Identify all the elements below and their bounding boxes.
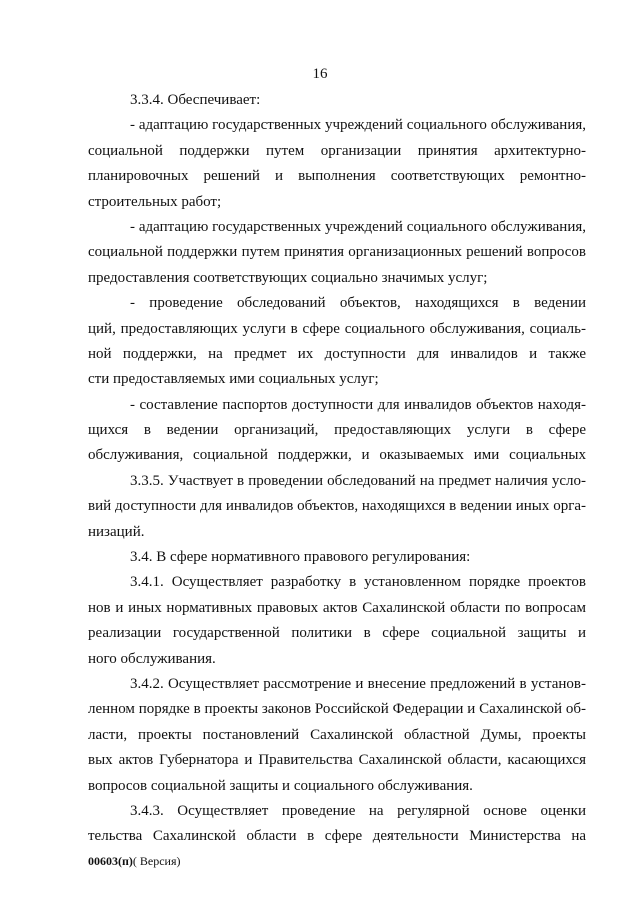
text-line: ленном порядке в проекты законов Российской Федерации и Сахалинской об- bbox=[88, 701, 586, 718]
text-line: щихся в ведении организаций, предоставляющих услуги в сфере bbox=[88, 422, 586, 439]
text-line: ласти, проекты постановлений Сахалинской областной Думы, проекты bbox=[88, 726, 586, 743]
text-line: нов и иных нормативных правовых актов Сахалинской области по вопросам bbox=[88, 599, 586, 616]
text-line: 3.3.4. Обеспечивает: bbox=[130, 92, 261, 108]
text-line: планировочных решений и выполнения соответствующих ремонтно- bbox=[88, 168, 586, 185]
text-line: 3.4.1. Осуществляет разработку в установленном порядке проектов bbox=[130, 574, 586, 591]
page-number: 16 bbox=[312, 66, 328, 82]
text-line: реализации государственной политики в сфере социальной защиты и bbox=[88, 625, 586, 642]
text-line: строительных работ; bbox=[88, 193, 222, 210]
text-line: предоставления соответствующих социально значимых услуг; bbox=[88, 269, 488, 286]
text-line: социальной поддержки путем организации принятия архитектурно- bbox=[88, 142, 586, 159]
text-line: социальной поддержки путем принятия организационных решений вопросов bbox=[88, 244, 586, 261]
text-line: сти предоставляемых ими социальных услуг; bbox=[88, 371, 379, 388]
text-line: вопросов социальной защиты и социального обслуживания. bbox=[88, 777, 473, 794]
text-line: 3.4. В сфере нормативного правового регулирования: bbox=[130, 549, 471, 566]
text-line: вых актов Губернатора и Правительства Сахалинской области, касающихся bbox=[88, 752, 586, 769]
text-line: вий доступности для инвалидов объектов, находящихся в ведении иных орга- bbox=[88, 498, 586, 515]
text-line: 3.4.2. Осуществляет рассмотрение и внесение предложений в установ- bbox=[130, 675, 586, 692]
text-line: 3.4.3. Осуществляет проведение на регулярной основе оценки bbox=[130, 802, 586, 819]
text-line: низаций. bbox=[88, 523, 145, 540]
body-text bbox=[88, 88, 586, 850]
text-line: - проведение обследований объектов, находящихся в ведении bbox=[130, 295, 586, 312]
text-line: - адаптацию государственных учреждений социального обслуживания, bbox=[130, 117, 586, 134]
text-line: ного обслуживания. bbox=[88, 650, 216, 667]
text-line: ной поддержки, на предмет их доступности для инвалидов и также bbox=[88, 345, 586, 362]
text-line: обслуживания, социальной поддержки, и оказываемых ими социальных bbox=[88, 447, 586, 464]
text-line: - адаптацию государственных учреждений социального обслуживания, bbox=[130, 218, 586, 235]
text-line: ций, предоставляющих услуги в сфере социального обслуживания, социаль- bbox=[88, 320, 586, 337]
document-code bbox=[88, 854, 181, 869]
text-line: 3.3.5. Участвует в проведении обследований на предмет наличия усло- bbox=[130, 472, 586, 489]
document-code-version: ( Версия) bbox=[132, 854, 181, 868]
document-code-number: 00603(п) bbox=[88, 854, 133, 868]
text-line: - составление паспортов доступности для инвалидов объектов находя- bbox=[130, 396, 586, 413]
text-line: тельства Сахалинской области в сфере деятельности Министерства на bbox=[88, 828, 586, 845]
